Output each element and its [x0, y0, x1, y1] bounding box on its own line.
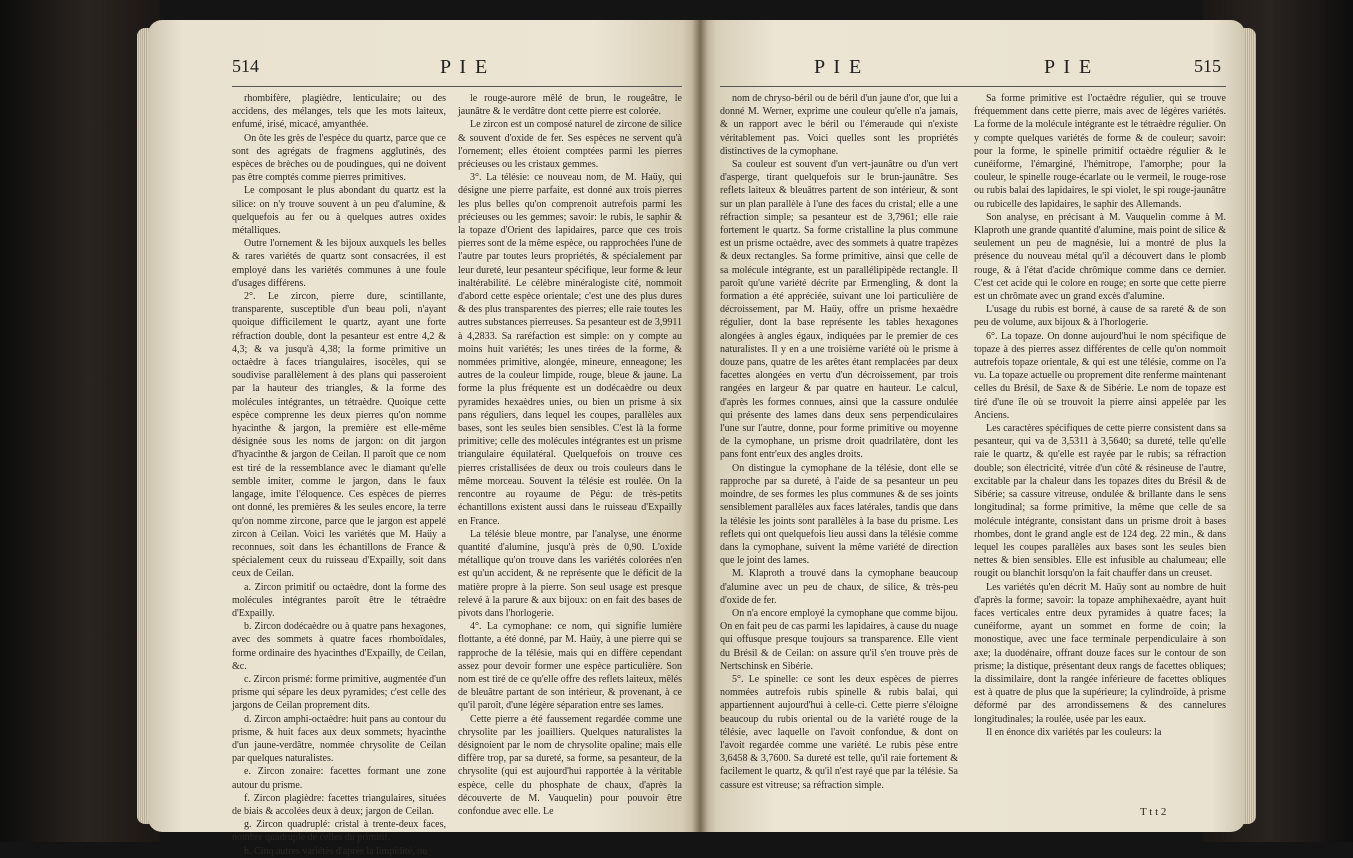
paragraph: Cette pierre a été faussement regardée comme une chrysolite par les joailliers. Quelques naturalistes la désignoient par le nom de chrysolite opaline; mais elle diffère trop, par sa dureté, sa forme, sa pesanteur, de la chrysolite (qui est aujourd'hui rapportée à la véritable espèce, celle du phosphate de chaux, d'après la découverte de M. Vauquelin) pour pouvoir être confondue avec elle. Le	[458, 713, 682, 817]
header-rule-right	[720, 86, 1226, 87]
running-head-right-1: P I E	[814, 56, 864, 78]
paragraph: 4°. La cymophane: ce nom, qui signifie lumière flottante, a été donné, par M. Haüy, à une pierre qui se rapproche de la télésie, mais qui en diffère cependant assez pour devoir former une espèce particulière. Son nom est tiré de ce qu'elle offre des reflets laiteux, mêlés de bleuâtre partant de son intérieur, & provenant, à ce qu'il paroît, d'une légère séparation entre ses lames.	[458, 621, 682, 712]
paragraph: Sa couleur est souvent d'un vert-jaunâtre ou d'un vert d'asperge, tirant quelquefois sur le brun-jaunâtre. Ses reflets laiteux & bleuâtres partent de son intérieur, & sont sur un plan parallèle à l'une des faces du cristal; elle a une réfraction simple; sa pesanteur est de 3,7961; elle raie fortement le quartz. Sa forme cristalline la plus commune est un prisme octaèdre, avec des sommets à quatre trapèzes & deux rectangles. Sa forme primitive, ainsi que celle de sa molécule intégrante, est un parallélipipède rectangle. Il paroît qu'une variété décrite par Ermengling, & dont la formation a été appréciée, suivant une loi particulière de décroissement, par M. Haüy, offre un prisme hexaèdre régulier, dont la base représente les tables hexagones alongées à angles égaux, indiquées par le premier de ces naturalistes. Il y en a une troisième variété où le prisme à douze pans, quatre de les arêtes étant remplacées par deux facettes alongées en vertu d'un décroissement, par trois rangées en largeur & par quatre en hauteur. Le calcul, d'après les formes connues, ainsi que la cassure ondulée qui présente des lames dans deux sens perpendiculaires l'une sur l'autre, donne, pour forme primitive ou moyenne de la cymophane, un prisme droit quadrilatère, dont les pans font entr'eux des angles droits.	[720, 159, 958, 461]
book-gutter	[692, 20, 708, 832]
paragraph: La télésie bleue montre, par l'analyse, une énorme quantité d'alumine, jusqu'à près de 0,90. L'oxide métallique qu'on trouve dans les variétés colorées n'en est qu'un accident, & ne représente que le déficit de la matière propre à la pierre. Son seul usage est presque relevé à la parure & aux bijoux: on en fait des bases de pivots dans l'horlogerie.	[458, 528, 682, 619]
paragraph: Son analyse, en précisant à M. Vauquelin comme à M. Klaproth une grande quantité d'alumine, mais point de silice & seulement un peu de magnésie, lui a montré de plus la présence du nouveau métal qu'il a découvert dans le plomb rouge, & à l'état d'acide chrômique comme dans ce dernier. C'est cet acide qui le colore en rouge; en sorte que cette pierre est un chrômate avec un grand excès d'alumine.	[974, 211, 1226, 303]
running-head-left: P I E	[440, 56, 490, 78]
paragraph: f. Zircon plagièdre: facettes triangulaires, situées de biais & accolées deux à deux; jargon de Ceilan.	[232, 792, 446, 817]
paragraph: Les caractères spécifiques de cette pierre consistent dans sa pesanteur, qui va de 3,5311 à 3,5640; sa dureté, telle qu'elle raie le quartz, & qu'elle est rayée par le rubis; sa réfraction double; son électricité, vitrée d'un côté & résineuse de l'autre, excitable par la chaleur dans les topazes dites du Brésil & de Sibérie; sa cassure vitreuse, ondulée & brillante dans le sens longitudinal; sa forme primitive, la même que celle de sa molécule intégrante, consistant dans un prisme droit à bases rhombes, dont le grand angle est de 124 deg. 22 min., & dans lequel les coupes parallèles aux bases sont les seules bien nettes & bien sensibles. Elle est infusible au chalumeau; elle rougit ou blanchit lorsqu'on la fait chauffer dans un creuset.	[974, 423, 1226, 580]
paragraph: 2°. Le zircon, pierre dure, scintillante, transparente, susceptible d'un beau poli, n'ayant quoique difficilement le quartz, ayant une forte réfraction double, dont la pesanteur est entre 4,2 & 4,3; & va jusqu'à 4,38; la forme primitive un octaèdre à faces triangulaires, isocèles, qui se soudivise parallèlement à des plans qui passeroient par la hauteur des triangles, & la forme des molécules intégrantes, un tétraèdre. Quoique cette espèce comprenne les deux pierres qu'on nomme hyacinthe & jargon, la première est elle-même désignée sous les noms de jargon: on dit jargon d'hyacinthe & jargon de Ceilan. Il paroît que ce nom est tiré de la ressemblance avec le diamant qu'elle semble imiter, comme le jargon, dans le faux langage, imite l'éloquence. Ces espèces de pierres ont donné, les premières & les seules encore, la terre qu'on nomme zircone, parce que le jargon est appelé zircon à Ceilan. Voici les variétés que M. Haüy a reconnues, soit dans les échantillons de France & spécialement ceux du ruisseau d'Expailly, soit dans ceux de Ceilan.	[232, 291, 446, 580]
paragraph: 3°. La télésie: ce nouveau nom, de M. Haüy, qui désigne une pierre parfaite, est donné aux trois pierres les plus belles qu'on comprenoit autrefois parmi les précieuses ou les gemmes; savoir: le rubis, le saphir & la topaze d'Orient des lapidaires, parce que ces trois pierres sont de la même espèce, ou rapprochées l'une de l'autre par toutes leurs propriétés, & spécialement par leur dureté, leur pesanteur spécifique, leur forme & leur inaltérabilité. Le célèbre minéralogiste cité, nommoit d'abord cette espèce orientale; c'est une des plus dures & des plus transparentes des pierres; elle raie toutes les autres substances pierreuses. Sa pesanteur est de 3,9911 à 4,2833. Sa raréfaction est simple: on y compte au moins huit variétés; les unes tirées de la forme, & nommées primitive, alongée, mineure, enneagone; les autres de la couleur limpide, rouge, bleue & jaune. La forme la plus fréquente est un dodécaèdre ou deux pyramides hexaèdres unies, ou bien un prisme à six pans réguliers, dans lequel les coupes, parallèles aux bases, sont les seules bien sensibles. C'est là la forme primitive; celle des molécules intégrantes est un prisme triangulaire équilatéral. Quelquefois on trouve ces pierres cristallisées de deux ou trois couleurs dans le même morceau. Souvent la télésie est roulée. On la rencontre au royaume de Pégu: de très-petits échantillons existent aussi dans le ruisseau d'Expailly en France.	[458, 172, 682, 527]
paragraph: b. Zircon dodécaèdre ou à quatre pans hexagones, avec des sommets à quatre faces rhomboïdales, forme ordinaire des hyacinthes d'Expailly, de Ceilan, &c.	[232, 621, 446, 672]
paragraph: le rouge-aurore mêlé de brun, le rougeâtre, le jaunâtre & le verdâtre dont cette pierre est colorée.	[458, 93, 682, 118]
paragraph: Les variétés qu'en décrit M. Haüy sont au nombre de huit d'après la forme; savoir: la topaze amphihexaèdre, ayant huit faces verticales entre deux pyramides à quatre faces; la cunéiforme, ayant un sommet en forme de coin; la monostique, avec une face terminale perpendiculaire à son axe; la duodénaire, offrant douze faces sur le contour de son prisme; la distique, présentant deux rangs de facettes obliques; la dissimilaire, dont la rangée inférieure de facettes obliques est à quatre de plus que la supérieure; la cylindroïde, à prisme déformé par des arrondissemens & des cannelures longitudinales; la roulée, usée par les eaux.	[974, 581, 1226, 725]
running-head-right-2: P I E	[1044, 56, 1094, 78]
paragraph: 6°. La topaze. On donne aujourd'hui le nom spécifique de topaze à des pierres assez différentes de celle qu'on nommoit autrefois topaze orientale, & qui est une télésie, comme on l'a vu. La topaze actuelle ou proprement dite renferme maintenant celles du Brésil, de Saxe & de Sibérie. Le nom de topaze est tiré d'une île où se trouvoit la pierre ainsi appelée par les Anciens.	[974, 330, 1226, 421]
left-page-column-1	[232, 92, 446, 857]
paragraph: Le composant le plus abondant du quartz est la silice: on n'y trouve souvent à un peu d'alumine, & quelquefois au fer ou à quelques autres oxides métalliques.	[232, 185, 446, 237]
left-page	[148, 20, 704, 857]
left-page-column-2	[458, 92, 682, 820]
paragraph: nom de chryso-béril ou de béril d'un jaune d'or, que lui a donné M. Werner, exprime une couleur qu'elle n'a jamais, & un rapport avec le béril ou l'émeraude qui n'existe véritablement pas. Voici quelles sont les propriétés distinctives de la cymophane.	[720, 93, 958, 157]
paragraph: 5°. Le spinelle: ce sont les deux espèces de pierres nommées autrefois rubis spinelle & rubis balai, qui appartiennent aujourd'hui à celle-ci. Cette pierre s'éloigne beaucoup du rubis oriental ou de la variété rouge de la télésie, avec laquelle on l'avoit confondue, & dont on l'avoit regardée comme une variété. Le rubis pèse entre 3,6458 & 3,7600. Sa dureté est telle, qu'il raie fortement & facilement le quartz, & qu'il n'est rayé que par la télésie. Sa cassure est vitreuse; sa réfraction simple.	[720, 673, 958, 791]
paragraph: e. Zircon zonaire: facettes formant une zone autour du prisme.	[232, 766, 446, 791]
signature-mark: T t t 2	[1140, 806, 1167, 818]
paragraph: Le zircon est un composé naturel de zircone de silice & souvent d'oxide de fer. Ses espèces ne servent qu'à l'ornement; elles étoient comptées parmi les pierres précieuses ou les cristaux gemmes.	[458, 119, 682, 171]
paragraph: h. Cinq autres variétés d'après la limpidité, ou	[244, 845, 428, 857]
paragraph: g. Zircon quadruplé: cristal à trente-deux faces, nombre quadruple de celles du primitif.	[232, 819, 446, 844]
paragraph: rhombifère, plagièdre, lenticulaire; ou des accidens, des mélanges, tels que les mots laiteux, enfumé, irisé, micacé, amyanthée.	[232, 93, 446, 131]
paragraph: M. Klaproth a trouvé dans la cymophane beaucoup d'alumine avec un peu de chaux, de silice, & très-peu d'oxide de fer.	[720, 568, 958, 606]
paragraph: Sa forme primitive est l'octaèdre régulier, qui se trouve fréquemment dans cette pierre, mais avec de légères variétés. La forme de la molécule intégrante est le tétraèdre régulier. On y compte quelques variétés de forme & de couleur; savoir: pour la forme, le spinelle primitif octaèdre régulier & le cunéiforme, l'émarginé, l'hémitrope, l'amorphe; pour la couleur, le spinelle rouge-écarlate ou le vermeil, le rouge-rose ou rubis balai des lapidaires, le spi violet, le spi rouge-jaunâtre ou rubicelle des lapidaires, le saphir des Allemands.	[974, 93, 1226, 210]
paragraph: c. Zircon prismé: forme primitive, augmentée d'un prisme qui sépare les deux pyramides; c'est celle des jargons de Ceilan proprement dits.	[232, 673, 446, 712]
left-background	[0, 0, 160, 842]
right-page	[700, 20, 1245, 832]
paragraph: d. Zircon amphi-octaèdre: huit pans au contour du prisme, & huit faces aux deux sommets; hyacinthe d'un jaune-verdâtre, nommée chrysolite de Ceilan par quelques naturalistes.	[232, 713, 446, 765]
paragraph: On n'a encore employé la cymophane que comme bijou. On en fait peu de cas parmi les lapidaires, à cause du nuage qui offusque presque toujours sa transparence. Elle vient du Brésil & de Ceilan: on assure qu'il s'en trouve près de Nertschinsk en Sibérie.	[720, 607, 958, 672]
page-number-left: 514	[232, 56, 259, 76]
page-number-right: 515	[1194, 56, 1221, 76]
header-rule-left	[232, 86, 682, 87]
paragraph: Il en énonce dix variétés par les couleurs: la	[986, 726, 1162, 738]
paragraph: On ôte les grès de l'espèce du quartz, parce que ce sont des agrégats de fragmens agglutinés, des espèces de brèches ou de poudingues, qui ne doivent pas être comptés comme pierres primitives.	[232, 132, 446, 184]
paragraph: On distingue la cymophane de la télésie, dont elle se rapproche par sa dureté, à l'aide de sa pesanteur un peu moindre, de ses formes les plus communes & de ses joints sensiblement parallèles aux faces latérales, tandis que dans la télésie les joints sont parallèles à la base du prisme. Les reflets qui ont quelquefois lieu aussi dans la télésie comme dans la cymophane, suivent la même variété de direction que le joint des lames.	[720, 462, 958, 567]
paragraph: Outre l'ornement & les bijoux auxquels les belles & rares variétés de quartz sont consacrées, il est employé dans les variétés communes à une foule d'usages différens.	[232, 238, 446, 289]
paragraph: L'usage du rubis est borné, à cause de sa rareté & de son peu de volume, aux bijoux & à l'horlogerie.	[974, 304, 1226, 329]
paragraph: a. Zircon primitif ou octaèdre, dont la forme des molécules intégrantes paroît être le tétraèdre d'Expailly.	[232, 581, 446, 619]
right-page-column-1	[720, 92, 958, 820]
right-page-column-2	[974, 92, 1226, 804]
